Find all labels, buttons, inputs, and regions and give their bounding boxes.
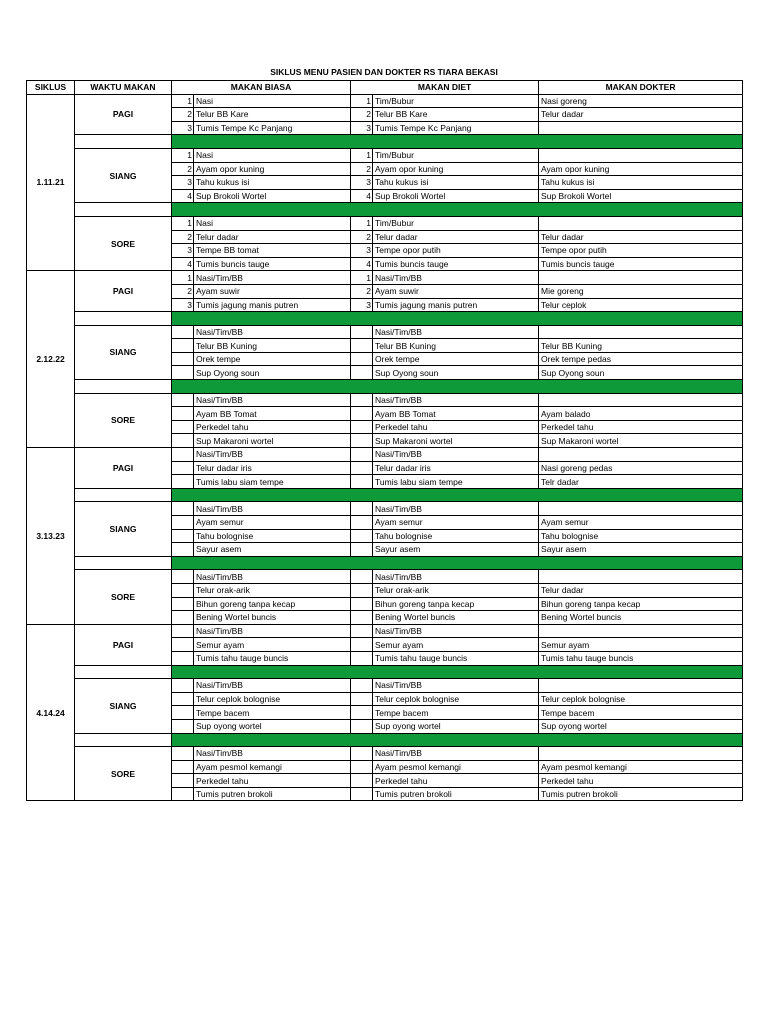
waktu-makan-cell: PAGI [75,94,172,135]
makan-diet-cell: Bihun goreng tanpa kecap [373,597,539,611]
diet-number-cell [351,461,373,475]
separator-blank-cell [75,203,172,217]
table-row [27,271,743,285]
diet-number-cell: 2 [351,230,373,244]
diet-number-cell [351,325,373,339]
biasa-number-cell [172,679,194,693]
makan-dokter-cell: Sayur asem [539,543,743,557]
makan-diet-cell: Tumis tahu tauge buncis [373,651,539,665]
makan-dokter-cell: Ayam semur [539,516,743,530]
makan-dokter-cell: Perkedel tahu [539,774,743,788]
makan-diet-cell: Sup Brokoli Wortel [373,189,539,203]
biasa-number-cell [172,475,194,489]
diet-number-cell: 4 [351,189,373,203]
makan-biasa-cell: Nasi/Tim/BB [194,271,351,285]
makan-biasa-cell: Ayam opor kuning [194,162,351,176]
diet-number-cell [351,366,373,380]
separator-bar [172,135,743,149]
makan-biasa-cell: Telur dadar iris [194,461,351,475]
makan-diet-cell: Tumis jagung manis putren [373,298,539,312]
makan-diet-cell: Ayam suwir [373,284,539,298]
diet-number-cell [351,570,373,584]
makan-biasa-cell: Telur BB Kuning [194,339,351,353]
biasa-number-cell [172,624,194,638]
biasa-number-cell: 3 [172,176,194,190]
makan-biasa-cell: Nasi/Tim/BB [194,570,351,584]
makan-dokter-cell: Telur ceplok bolognise [539,692,743,706]
makan-diet-cell: Perkedel tahu [373,774,539,788]
makan-dokter-cell: Telr dadar [539,475,743,489]
makan-diet-cell: Tempe bacem [373,706,539,720]
separator-blank-cell [75,380,172,394]
makan-dokter-cell [539,271,743,285]
makan-diet-cell: Telur dadar iris [373,461,539,475]
makan-dokter-cell: Nasi goreng pedas [539,461,743,475]
makan-diet-cell: Bening Wortel buncis [373,611,539,625]
header-row [27,81,743,95]
diet-number-cell [351,543,373,557]
makan-diet-cell: Ayam semur [373,516,539,530]
separator-bar [172,488,743,502]
biasa-number-cell [172,611,194,625]
biasa-number-cell [172,407,194,421]
makan-diet-cell: Nasi/Tim/BB [373,624,539,638]
makan-diet-cell: Ayam pesmol kemangi [373,760,539,774]
makan-diet-cell: Nasi/Tim/BB [373,747,539,761]
makan-dokter-cell: Telur dadar [539,583,743,597]
diet-number-cell [351,679,373,693]
menu-table [26,80,743,801]
makan-diet-cell: Nasi/Tim/BB [373,448,539,462]
makan-diet-cell: Orek tempe [373,352,539,366]
diet-number-cell: 1 [351,271,373,285]
makan-diet-cell: Tim/Bubur [373,94,539,108]
diet-number-cell: 3 [351,121,373,135]
makan-dokter-cell [539,502,743,516]
biasa-number-cell [172,461,194,475]
diet-number-cell [351,706,373,720]
biasa-number-cell [172,516,194,530]
separator-row [27,312,743,326]
document-title: SIKLUS MENU PASIEN DAN DOKTER RS TIARA BEKASI [270,67,498,77]
table-row [27,624,743,638]
diet-number-cell [351,583,373,597]
waktu-makan-cell: SIANG [75,148,172,202]
makan-biasa-cell: Tahu kukus isi [194,176,351,190]
biasa-number-cell: 3 [172,121,194,135]
makan-biasa-cell: Bening Wortel buncis [194,611,351,625]
menu-body [27,94,743,801]
makan-biasa-cell: Nasi/Tim/BB [194,502,351,516]
biasa-number-cell [172,352,194,366]
biasa-number-cell [172,583,194,597]
separator-bar [172,312,743,326]
biasa-number-cell [172,747,194,761]
biasa-number-cell: 3 [172,244,194,258]
separator-bar [172,665,743,679]
makan-biasa-cell: Sayur asem [194,543,351,557]
makan-diet-cell: Nasi/Tim/BB [373,271,539,285]
biasa-number-cell [172,366,194,380]
waktu-makan-cell: SORE [75,570,172,624]
diet-number-cell [351,420,373,434]
makan-diet-cell: Telur dadar [373,230,539,244]
makan-dokter-cell: Sup Makaroni wortel [539,434,743,448]
makan-dokter-cell: Tumis buncis tauge [539,257,743,271]
biasa-number-cell [172,448,194,462]
diet-number-cell: 4 [351,257,373,271]
diet-number-cell [351,407,373,421]
makan-dokter-cell [539,325,743,339]
makan-dokter-cell [539,570,743,584]
diet-number-cell [351,624,373,638]
biasa-number-cell [172,339,194,353]
header-siklus: SIKLUS [27,81,75,95]
header-makan-biasa: MAKAN BIASA [172,81,351,95]
biasa-number-cell [172,529,194,543]
biasa-number-cell [172,597,194,611]
diet-number-cell [351,339,373,353]
makan-diet-cell: Tempe opor putih [373,244,539,258]
makan-dokter-cell: Tempe bacem [539,706,743,720]
biasa-number-cell: 2 [172,108,194,122]
makan-biasa-cell: Semur ayam [194,638,351,652]
makan-biasa-cell: Tumis labu siam tempe [194,475,351,489]
diet-number-cell [351,475,373,489]
makan-diet-cell: Tim/Bubur [373,216,539,230]
makan-dokter-cell: Semur ayam [539,638,743,652]
makan-diet-cell: Nasi/Tim/BB [373,570,539,584]
makan-biasa-cell: Nasi/Tim/BB [194,448,351,462]
makan-diet-cell: Sup oyong wortel [373,719,539,733]
diet-number-cell: 1 [351,94,373,108]
separator-blank-cell [75,556,172,570]
makan-biasa-cell: Ayam pesmol kemangi [194,760,351,774]
makan-diet-cell: Tumis labu siam tempe [373,475,539,489]
diet-number-cell [351,502,373,516]
separator-row [27,665,743,679]
makan-dokter-cell: Ayam pesmol kemangi [539,760,743,774]
waktu-makan-cell: SORE [75,216,172,270]
diet-number-cell: 3 [351,176,373,190]
makan-dokter-cell [539,216,743,230]
diet-number-cell [351,651,373,665]
diet-number-cell [351,434,373,448]
makan-dokter-cell: Tumis tahu tauge buncis [539,651,743,665]
separator-row [27,135,743,149]
siklus-cell: 2.12.22 [27,271,75,448]
siklus-cell: 3.13.23 [27,448,75,625]
table-row [27,325,743,339]
diet-number-cell [351,352,373,366]
makan-biasa-cell: Bihun goreng tanpa kecap [194,597,351,611]
makan-diet-cell: Sayur asem [373,543,539,557]
makan-dokter-cell: Ayam balado [539,407,743,421]
separator-bar [172,556,743,570]
diet-number-cell: 2 [351,162,373,176]
makan-diet-cell: Telur BB Kare [373,108,539,122]
makan-biasa-cell: Tempe BB tomat [194,244,351,258]
makan-biasa-cell: Tumis jagung manis putren [194,298,351,312]
makan-diet-cell: Tumis putren brokoli [373,787,539,801]
table-row [27,216,743,230]
waktu-makan-cell: SIANG [75,325,172,379]
biasa-number-cell [172,719,194,733]
table-row [27,679,743,693]
biasa-number-cell: 1 [172,216,194,230]
makan-biasa-cell: Nasi/Tim/BB [194,747,351,761]
biasa-number-cell [172,760,194,774]
biasa-number-cell: 1 [172,148,194,162]
makan-dokter-cell [539,121,743,135]
makan-biasa-cell: Telur orak-arik [194,583,351,597]
diet-number-cell [351,747,373,761]
makan-biasa-cell: Telur dadar [194,230,351,244]
makan-diet-cell: Nasi/Tim/BB [373,325,539,339]
makan-dokter-cell: Tempe opor putih [539,244,743,258]
makan-biasa-cell: Nasi/Tim/BB [194,624,351,638]
diet-number-cell [351,787,373,801]
makan-dokter-cell: Ayam opor kuning [539,162,743,176]
diet-number-cell: 1 [351,148,373,162]
biasa-number-cell: 2 [172,162,194,176]
makan-dokter-cell: Mie goreng [539,284,743,298]
diet-number-cell [351,719,373,733]
waktu-makan-cell: SIANG [75,679,172,733]
separator-blank-cell [75,135,172,149]
biasa-number-cell [172,774,194,788]
makan-diet-cell: Semur ayam [373,638,539,652]
diet-number-cell [351,638,373,652]
makan-dokter-cell [539,393,743,407]
makan-diet-cell: Sup Makaroni wortel [373,434,539,448]
makan-biasa-cell: Telur ceplok bolognise [194,692,351,706]
makan-diet-cell: Telur ceplok bolognise [373,692,539,706]
separator-bar [172,380,743,394]
diet-number-cell [351,597,373,611]
makan-dokter-cell: Nasi goreng [539,94,743,108]
biasa-number-cell [172,393,194,407]
makan-dokter-cell: Telur BB Kuning [539,339,743,353]
diet-number-cell: 3 [351,244,373,258]
diet-number-cell [351,692,373,706]
makan-diet-cell: Tumis Tempe Kc Panjang [373,121,539,135]
makan-dokter-cell: Sup Brokoli Wortel [539,189,743,203]
makan-dokter-cell: Tahu kukus isi [539,176,743,190]
makan-dokter-cell [539,448,743,462]
biasa-number-cell: 2 [172,284,194,298]
biasa-number-cell: 1 [172,94,194,108]
makan-dokter-cell: Sup Oyong soun [539,366,743,380]
biasa-number-cell [172,420,194,434]
biasa-number-cell: 4 [172,257,194,271]
makan-biasa-cell: Tumis tahu tauge buncis [194,651,351,665]
siklus-cell: 1.11.21 [27,94,75,271]
separator-bar [172,733,743,747]
waktu-makan-cell: PAGI [75,624,172,665]
makan-dokter-cell: Perkedel tahu [539,420,743,434]
separator-row [27,488,743,502]
makan-diet-cell: Tim/Bubur [373,148,539,162]
makan-diet-cell: Ayam opor kuning [373,162,539,176]
makan-dokter-cell: Sup oyong wortel [539,719,743,733]
makan-diet-cell: Tumis buncis tauge [373,257,539,271]
makan-dokter-cell: Telur ceplok [539,298,743,312]
makan-biasa-cell: Nasi [194,94,351,108]
makan-diet-cell: Nasi/Tim/BB [373,679,539,693]
makan-biasa-cell: Nasi [194,216,351,230]
table-row [27,148,743,162]
makan-biasa-cell: Tahu bolognise [194,529,351,543]
makan-diet-cell: Perkedel tahu [373,420,539,434]
makan-dokter-cell [539,624,743,638]
makan-diet-cell: Tahu bolognise [373,529,539,543]
makan-dokter-cell [539,747,743,761]
separator-row [27,203,743,217]
biasa-number-cell: 2 [172,230,194,244]
diet-number-cell: 1 [351,216,373,230]
makan-biasa-cell: Tumis Tempe Kc Panjang [194,121,351,135]
table-row [27,393,743,407]
table-row [27,747,743,761]
makan-dokter-cell: Bihun goreng tanpa kecap [539,597,743,611]
biasa-number-cell [172,651,194,665]
waktu-makan-cell: SIANG [75,502,172,556]
biasa-number-cell: 1 [172,271,194,285]
table-row [27,502,743,516]
makan-biasa-cell: Ayam semur [194,516,351,530]
diet-number-cell [351,760,373,774]
diet-number-cell: 2 [351,284,373,298]
makan-biasa-cell: Ayam suwir [194,284,351,298]
waktu-makan-cell: SORE [75,393,172,447]
siklus-cell: 4.14.24 [27,624,75,801]
separator-row [27,556,743,570]
makan-biasa-cell: Sup oyong wortel [194,719,351,733]
makan-biasa-cell: Ayam BB Tomat [194,407,351,421]
makan-biasa-cell: Telur BB Kare [194,108,351,122]
makan-dokter-cell [539,679,743,693]
biasa-number-cell [172,502,194,516]
makan-dokter-cell: Orek tempe pedas [539,352,743,366]
header-makan-diet: MAKAN DIET [351,81,539,95]
waktu-makan-cell: PAGI [75,448,172,489]
separator-blank-cell [75,665,172,679]
makan-dokter-cell: Telur dadar [539,230,743,244]
makan-dokter-cell: Tumis putren brokoli [539,787,743,801]
makan-dokter-cell: Telur dadar [539,108,743,122]
makan-biasa-cell: Nasi/Tim/BB [194,393,351,407]
table-row [27,448,743,462]
diet-number-cell [351,448,373,462]
makan-diet-cell: Telur orak-arik [373,583,539,597]
diet-number-cell [351,529,373,543]
biasa-number-cell: 4 [172,189,194,203]
waktu-makan-cell: SORE [75,747,172,801]
makan-biasa-cell: Tumis putren brokoli [194,787,351,801]
header-waktu-makan: WAKTU MAKAN [75,81,172,95]
makan-diet-cell: Tahu kukus isi [373,176,539,190]
diet-number-cell [351,611,373,625]
biasa-number-cell [172,638,194,652]
makan-dokter-cell [539,148,743,162]
makan-biasa-cell: Sup Makaroni wortel [194,434,351,448]
makan-biasa-cell: Perkedel tahu [194,420,351,434]
makan-biasa-cell: Nasi/Tim/BB [194,325,351,339]
waktu-makan-cell: PAGI [75,271,172,312]
separator-blank-cell [75,488,172,502]
makan-diet-cell: Telur BB Kuning [373,339,539,353]
biasa-number-cell [172,325,194,339]
makan-dokter-cell: Bening Wortel buncis [539,611,743,625]
makan-biasa-cell: Nasi [194,148,351,162]
makan-biasa-cell: Sup Brokoli Wortel [194,189,351,203]
makan-biasa-cell: Nasi/Tim/BB [194,679,351,693]
makan-diet-cell: Ayam BB Tomat [373,407,539,421]
separator-row [27,733,743,747]
biasa-number-cell: 3 [172,298,194,312]
biasa-number-cell [172,692,194,706]
makan-biasa-cell: Tumis buncis tauge [194,257,351,271]
biasa-number-cell [172,543,194,557]
table-row [27,570,743,584]
diet-number-cell [351,774,373,788]
makan-dokter-cell: Tahu bolognise [539,529,743,543]
biasa-number-cell [172,787,194,801]
makan-biasa-cell: Orek tempe [194,352,351,366]
table-row [27,94,743,108]
makan-diet-cell: Nasi/Tim/BB [373,502,539,516]
makan-biasa-cell: Tempe bacem [194,706,351,720]
makan-biasa-cell: Perkedel tahu [194,774,351,788]
biasa-number-cell [172,434,194,448]
makan-biasa-cell: Sup Oyong soun [194,366,351,380]
diet-number-cell: 2 [351,108,373,122]
makan-diet-cell: Sup Oyong soun [373,366,539,380]
diet-number-cell [351,393,373,407]
separator-blank-cell [75,312,172,326]
diet-number-cell: 3 [351,298,373,312]
biasa-number-cell [172,570,194,584]
biasa-number-cell [172,706,194,720]
separator-row [27,380,743,394]
separator-blank-cell [75,733,172,747]
diet-number-cell [351,516,373,530]
separator-bar [172,203,743,217]
header-makan-dokter: MAKAN DOKTER [539,81,743,95]
makan-diet-cell: Nasi/Tim/BB [373,393,539,407]
